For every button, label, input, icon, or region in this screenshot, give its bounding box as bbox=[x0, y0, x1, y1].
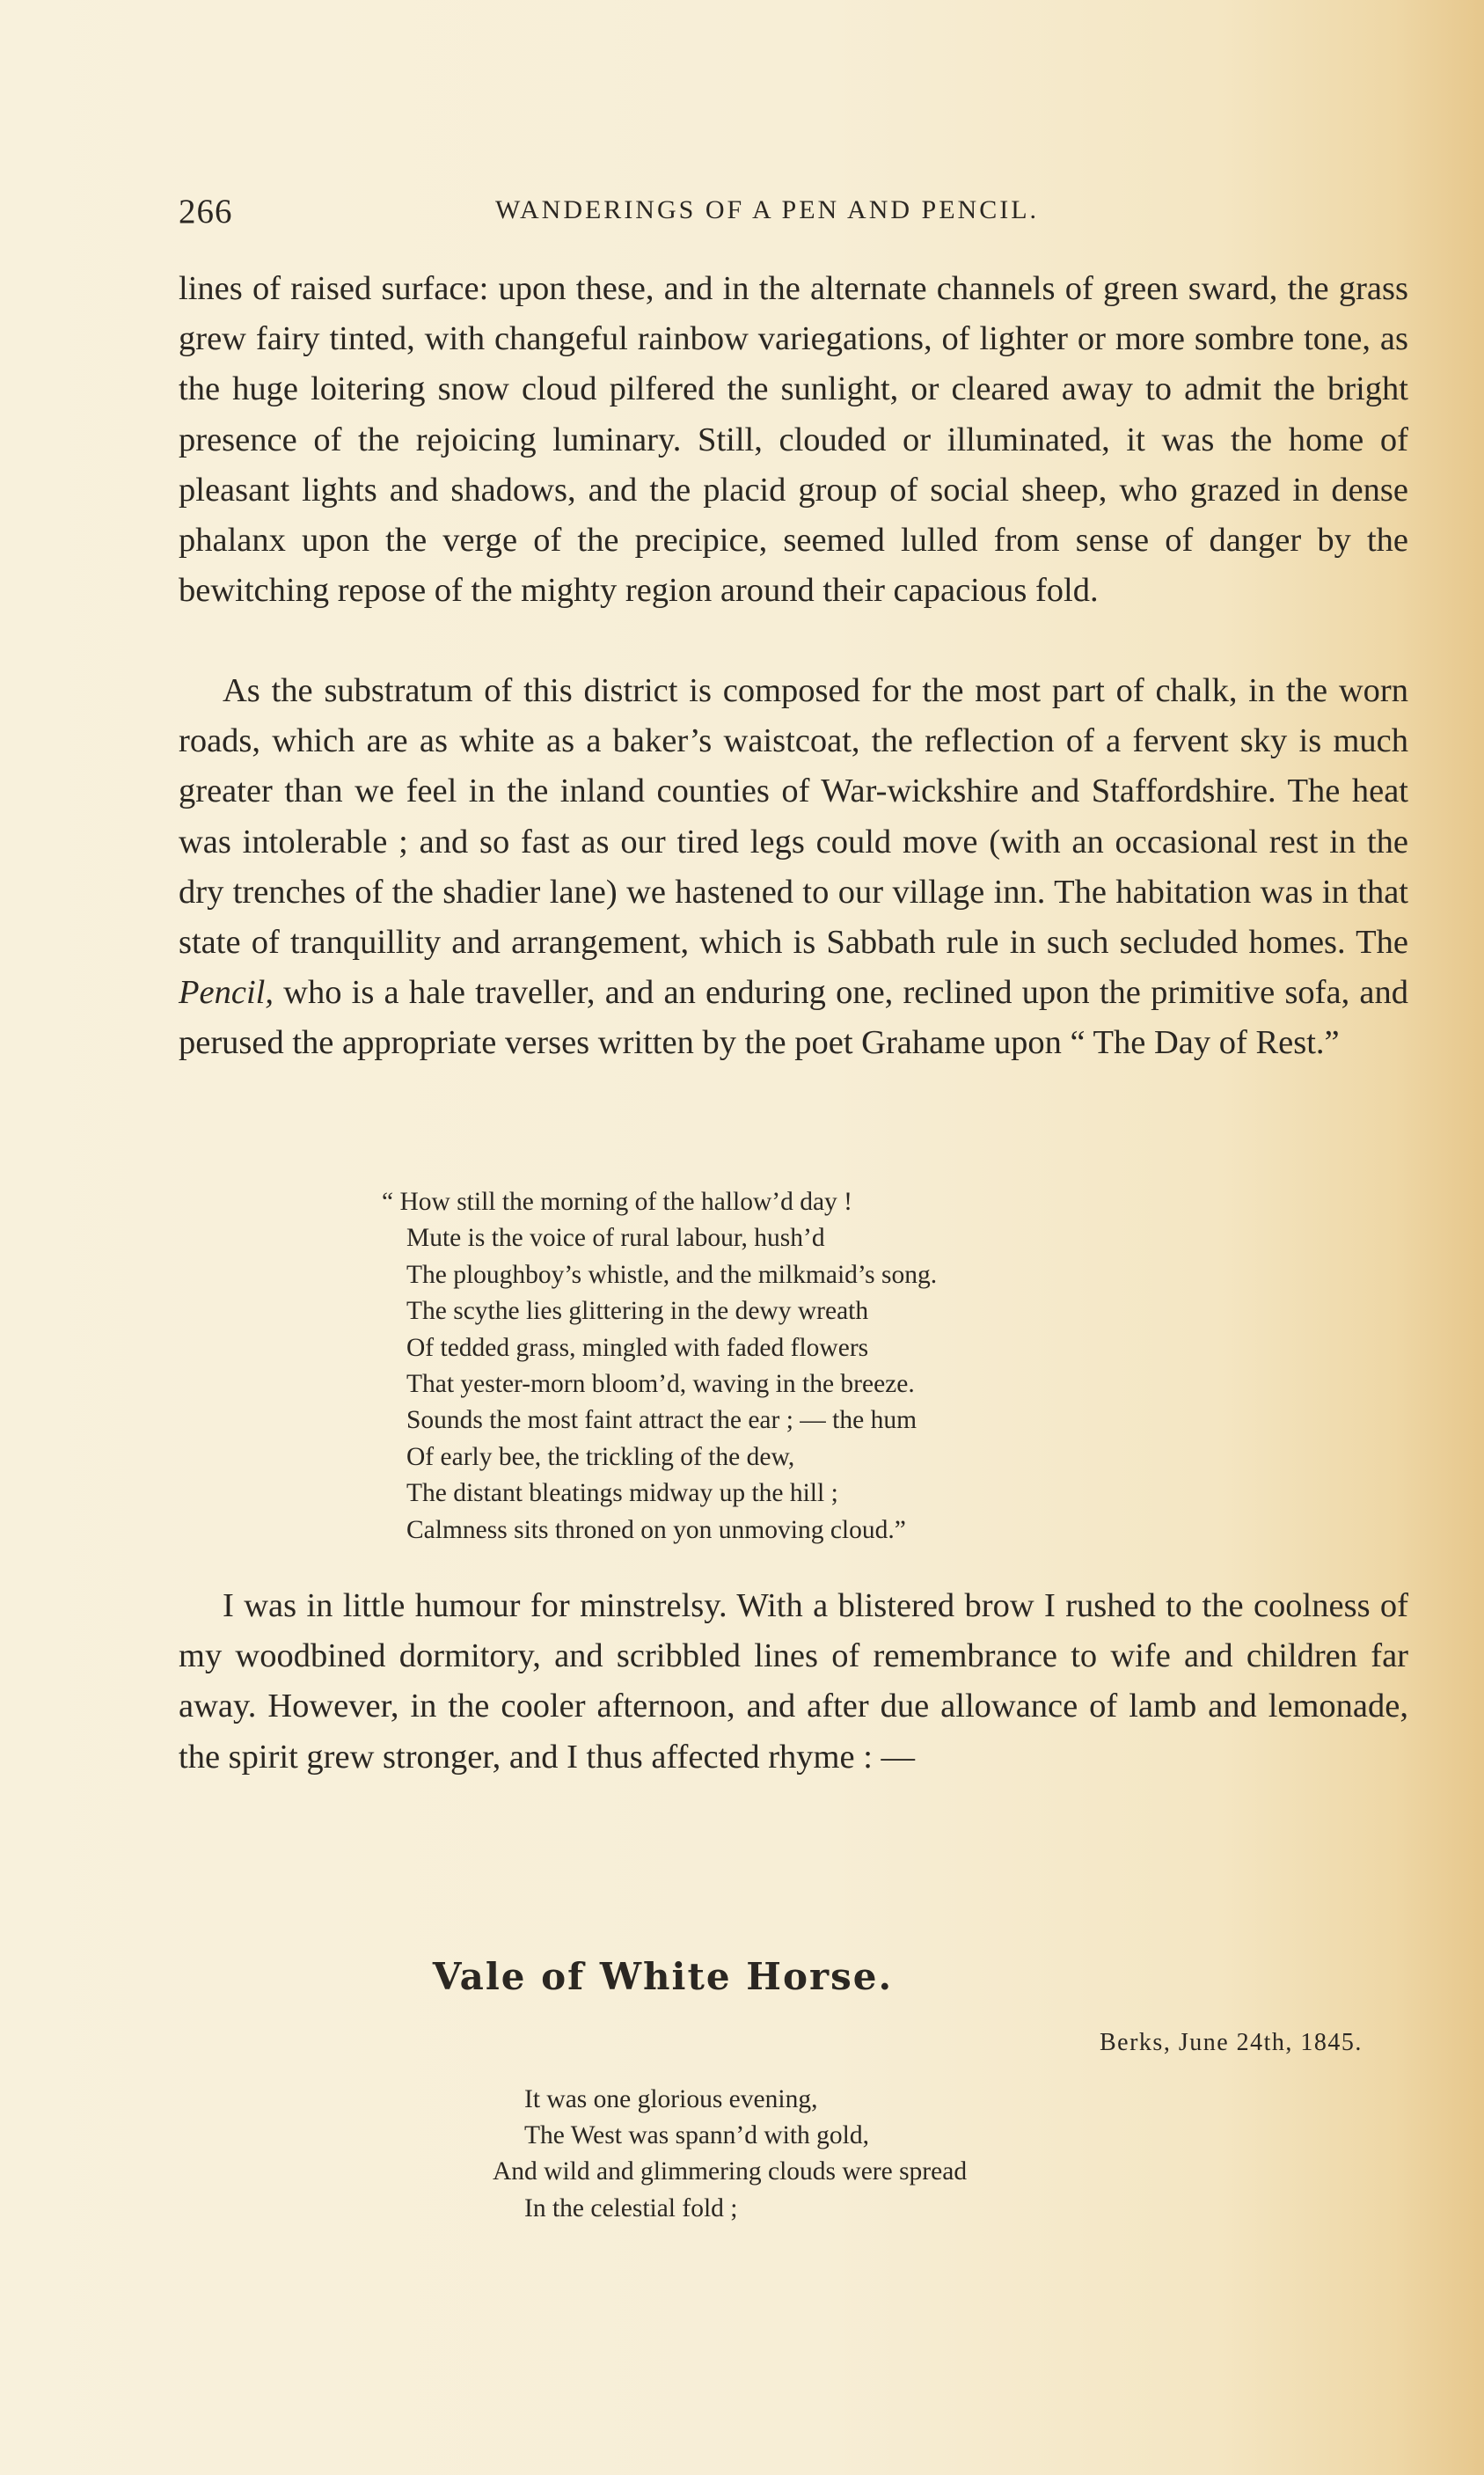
running-title: WANDERINGS OF A PEN AND PENCIL. bbox=[495, 195, 1040, 224]
quote-line: The ploughboy’s whistle, and the milkmaid’s song. bbox=[406, 1260, 938, 1289]
quote-line: Mute is the voice of rural labour, hush’d bbox=[406, 1224, 825, 1253]
grahame-quotation bbox=[382, 1184, 938, 1549]
page-number: 266 bbox=[179, 193, 233, 231]
poem-dateline: Berks, June 24th, 1845. bbox=[1100, 2029, 1363, 2056]
quote-line: Of early bee, the trickling of the dew, bbox=[406, 1442, 795, 1471]
quote-line: Sounds the most faint attract the ear ; — the hum bbox=[406, 1406, 917, 1435]
paragraph-2-italic-pencil: Pencil, bbox=[179, 974, 274, 1012]
poem-title: Vale of White Horse. bbox=[432, 1955, 894, 1998]
page-header bbox=[179, 192, 1408, 236]
quote-line: The scythe lies glittering in the dewy wreath bbox=[406, 1297, 869, 1326]
paragraph-2-text-b: who is a hale traveller, and an enduring one, reclined upon the primitive sofa, and perused the appropriate verses written by the poet Grahame upon “ The Day of Rest.” bbox=[179, 974, 1408, 1062]
quote-line: The distant bleatings midway up the hill ; bbox=[406, 1479, 838, 1508]
quote-line: Of tedded grass, mingled with faded flowers bbox=[406, 1333, 869, 1362]
quote-line: Calmness sits throned on yon unmoving cloud.” bbox=[406, 1515, 906, 1544]
paragraph-1: lines of raised surface: upon these, and in the alternate channels of green sward, the grass grew fairy tinted, with changeful rainbow variegations, of lighter or more sombre tone, as the huge loitering snow cloud pilfered the sunlight, or cleared away to admit the bright presence of the rejoicing luminary. Still, clouded or illuminated, it was the home of pleasant lights and shadows, and the placid group of social sheep, who grazed in dense phalanx upon the verge of the precipice, seemed lulled from sense of danger by the bewitching repose of the mighty region around their capacious fold. bbox=[179, 270, 1408, 610]
paragraph-2-text-a: As the substratum of this district is composed for the most part of chalk, in the worn roads, which are as white as a baker’s waistcoat, the reflection of a fervent sky is much greater than we feel in the inland counties of War-wickshire and Staffordshire. The heat was intolerable ; and so fast as our tired legs could move (with an occasional rest in the dry trenches of the shadier lane) we hastened to our village inn. The habitation was in that state of tranquillity and arrangement, which is Sabbath rule in such secluded homes. The bbox=[179, 672, 1408, 962]
poem-line: In the celestial fold ; bbox=[524, 2193, 738, 2222]
quote-line: “ How still the morning of the hallow’d day ! bbox=[382, 1188, 852, 1216]
poem-line: It was one glorious evening, bbox=[524, 2085, 818, 2113]
quote-line: That yester-morn bloom’d, waving in the breeze. bbox=[406, 1370, 915, 1399]
poem-line: And wild and glimmering clouds were spread bbox=[493, 2157, 968, 2186]
poem-line: The West was spann’d with gold, bbox=[524, 2121, 869, 2150]
paragraph-3: I was in little humour for minstrelsy. With a blistered brow I rushed to the coolness of my woodbined dormitory, and scribbled lines of remembrance to wife and children far away. However, in the cooler afternoon, and after due allowance of lamb and lemonade, the spirit grew stronger, and I thus affected rhyme : — bbox=[179, 1587, 1408, 1776]
paragraph-2 bbox=[179, 666, 1408, 1069]
poem-stanza bbox=[493, 2082, 967, 2227]
